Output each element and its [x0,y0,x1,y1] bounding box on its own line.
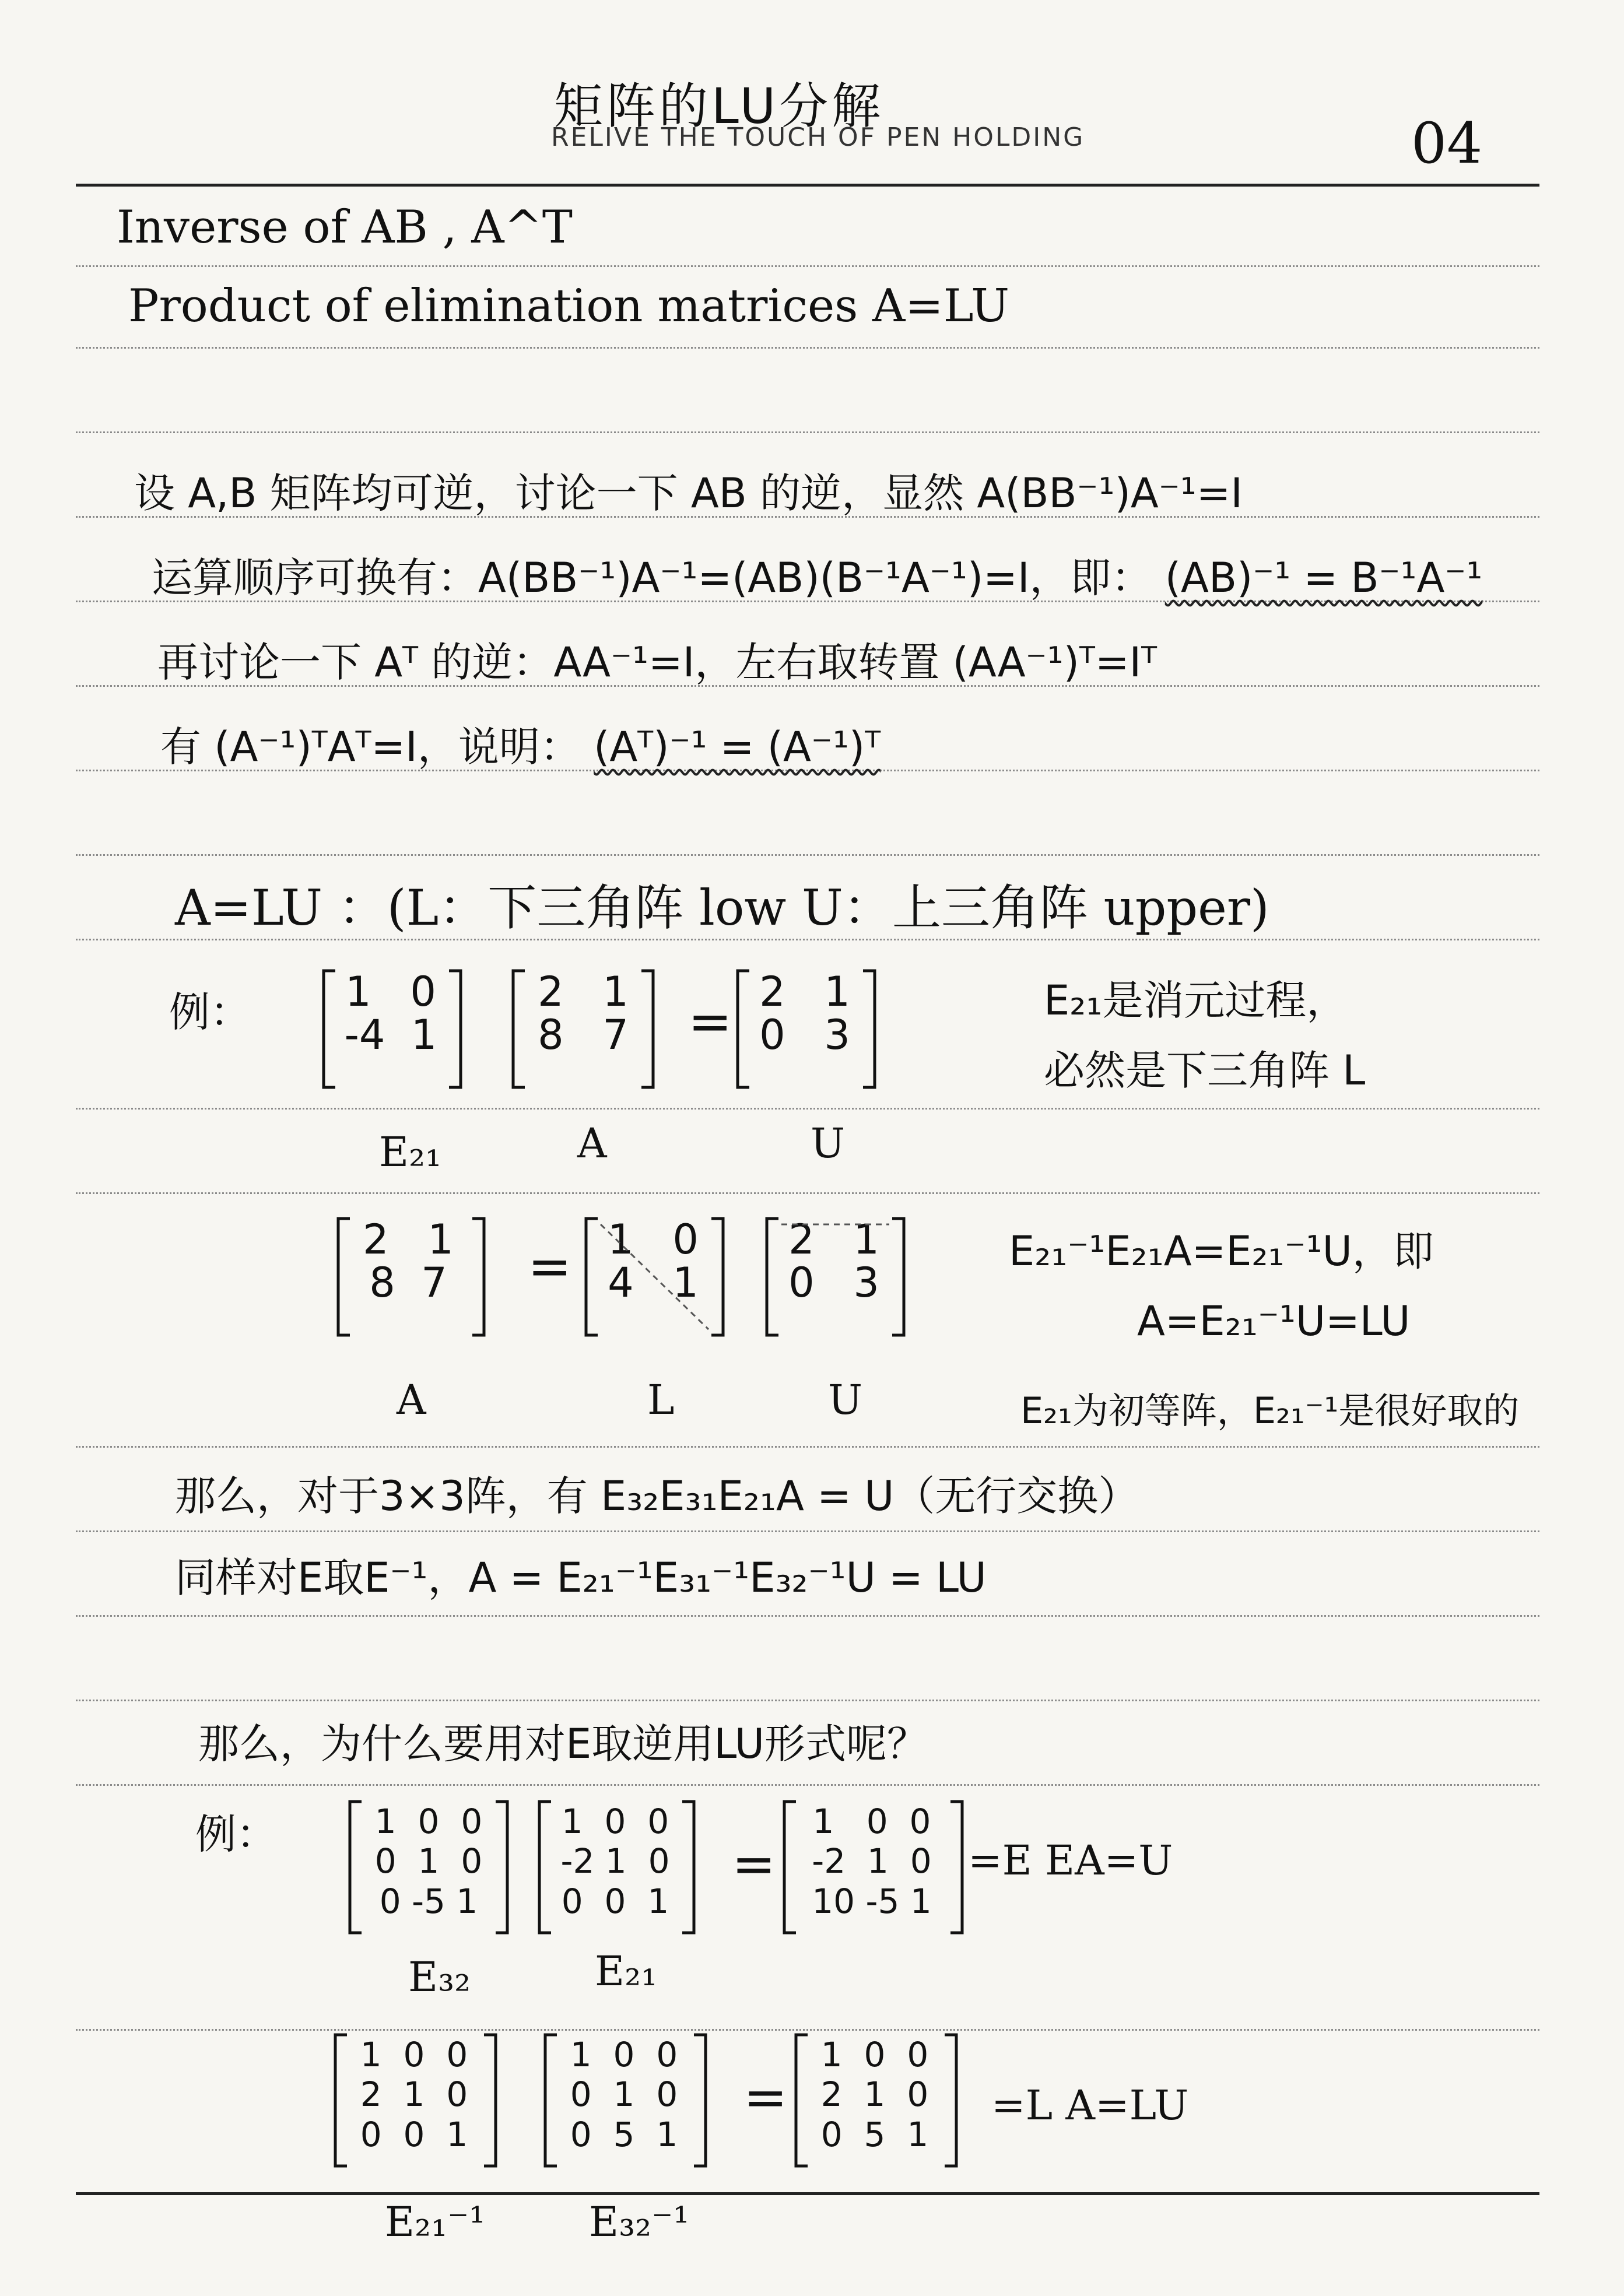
matrix-l-3x3: 1 0 0 2 1 0 0 5 1 [820,2035,929,2154]
page-number: 04 [1411,111,1483,176]
label-e21: E₂₁ [379,1128,442,1176]
equals-sign: = [732,1834,776,1895]
inverse-line-2-text: 运算顺序可换有：A(BB⁻¹)A⁻¹=(AB)(B⁻¹A⁻¹)=I，即： [152,554,1152,602]
matrix-e32-inv: 1 0 0 0 1 0 0 5 1 [570,2035,678,2154]
page-subtitle: RELIVE THE TOUCH OF PEN HOLDING [551,122,1085,152]
example1-note-1: E₂₁是消元过程， [1044,977,1348,1024]
example3-result: =E EA=U [968,1837,1173,1884]
matrix-a-2: 2 1 8 7 [363,1216,454,1307]
label-l: L [647,1376,675,1424]
matrix-e21: 1 0 -4 1 [344,968,437,1059]
example4-result: =L A=LU [991,2081,1189,2129]
example1-note-2: 必然是下三角阵 L [1044,1047,1366,1094]
example2-note-1: E₂₁⁻¹E₂₁A=E₂₁⁻¹U，即 [1009,1227,1434,1275]
matrix-a: 2 1 8 7 [538,968,629,1059]
example2-note-2: A=E₂₁⁻¹U=LU [1137,1297,1411,1345]
matrix-e: 1 0 0 -2 1 0 10 -5 1 [812,1802,932,1921]
label-a: A [577,1119,607,1167]
matrix-e32: 1 0 0 0 1 0 0 -5 1 [374,1802,483,1921]
label-u-3: U [828,1376,862,1424]
example2-note-3: E₂₁为初等阵，E₂₁⁻¹是很好取的 [1020,1389,1520,1432]
matrix-u: 2 1 0 3 [759,968,850,1059]
equals-sign: = [743,2067,788,2128]
equals-sign: = [688,991,732,1052]
lu-heading: A=LU ：(L：下三角阵 low U：上三角阵 upper) [175,879,1269,936]
inverse-line-4-text: 有 (A⁻¹)ᵀAᵀ=I，说明： [160,723,581,771]
matrix-e21-inv: 1 0 0 2 1 0 0 0 1 [360,2035,468,2154]
matrix-e21-3x3: 1 0 0 -2 1 0 0 0 1 [560,1802,670,1921]
matrix-u-2: 2 1 0 3 [788,1216,879,1307]
inverse-line-3: 再讨论一下 Aᵀ 的逆：AA⁻¹=I，左右取转置 (AA⁻¹)ᵀ=Iᵀ [157,638,1158,686]
label-a-2: A [397,1376,426,1424]
label-u: U [811,1119,845,1167]
equals-sign: = [528,1236,572,1297]
label-e32: E₃₂ [408,1953,471,2001]
label-e21-2: E₂₁ [595,1947,658,1995]
topic-product: Product of elimination matrices A=LU [128,280,1009,332]
example-label: 例： [169,988,251,1036]
matrix-l: 1 0 4 1 [608,1216,699,1307]
inverse-line-1: 设 A,B 矩阵均可逆，讨论一下 AB 的逆，显然 A(BB⁻¹)A⁻¹=I [134,469,1243,517]
line-3x3: 那么，对于3×3阵，有 E₃₂E₃₁E₂₁A = U（无行交换） [175,1472,1139,1520]
line-inverse-product: 同样对E取E⁻¹，A = E₂₁⁻¹E₃₁⁻¹E₃₂⁻¹U = LU [175,1554,987,1602]
transpose-inverse-result: (Aᵀ)⁻¹ = (A⁻¹)ᵀ [594,723,881,771]
question-line: 那么，为什么要用对E取逆用LU形式呢？ [198,1720,928,1768]
page-title: 矩阵的LU分解 [554,78,885,135]
example-label-2: 例： [195,1810,277,1858]
label-e32-inv: E₃₂⁻¹ [589,2198,690,2246]
label-e21-inv: E₂₁⁻¹ [385,2198,486,2246]
topic-inverse: Inverse of AB , A^T [117,201,573,254]
ab-inverse-result: (AB)⁻¹ = B⁻¹A⁻¹ [1164,554,1483,602]
